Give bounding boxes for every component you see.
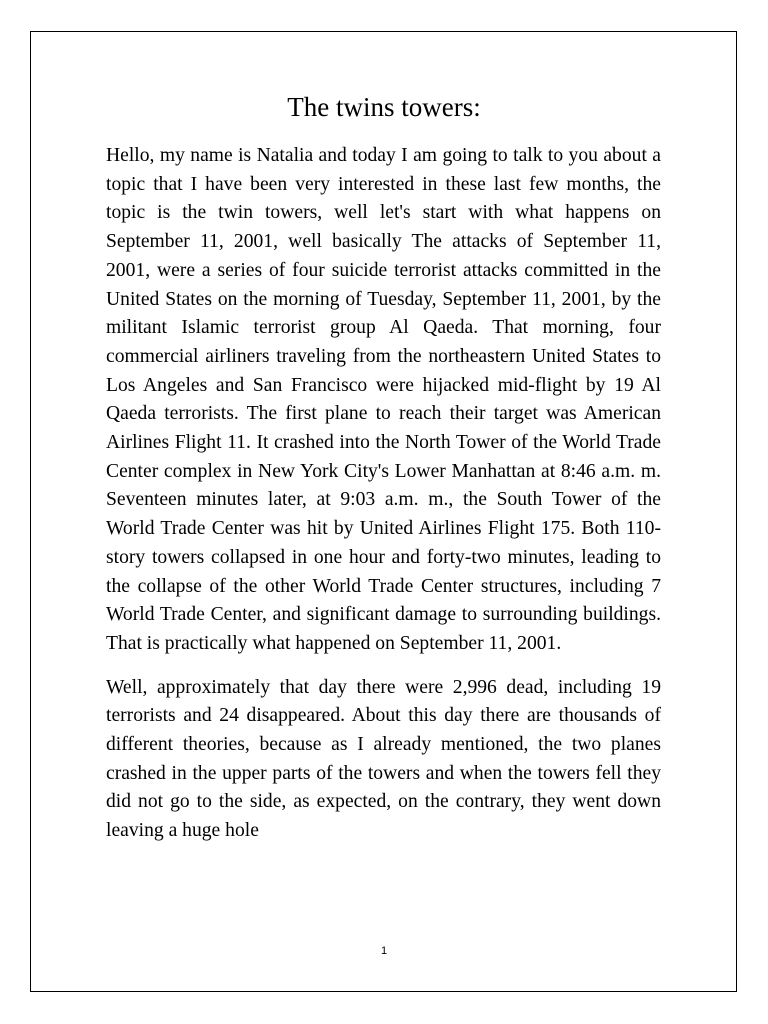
page-number: 1 [380, 945, 388, 957]
document-title: The twins towers: [287, 92, 481, 122]
paragraph-2: Well, approximately that day there were 2,996 dead, including 19 terrorists and 24 disappeared. About this day there are thousands of different theories, because as I already mentioned, the two planes crashed in the upper parts of the towers and when the towers fell they did not go to the side, as expected, on the contrary, they went down leaving a huge hole [106, 676, 661, 842]
paragraph-1: Hello, my name is Natalia and today I am going to talk to you about a topic that I have been very interested in these last few months, the topic is the twin towers, well let's start with what happens on September 11, 2001, well basically The attacks of September 11, 2001, were a series of four suicide terrorist attacks committed in the United States on the morning of Tuesday, September 11, 2001, by the militant Islamic terrorist group Al Qaeda. That morning, four commercial airliners traveling from the northeastern United States to Los Angeles and San Francisco were hijacked mid-flight by 19 Al Qaeda terrorists. The first plane to reach their target was American Airlines Flight 11. It crashed into the North Tower of the World Trade Center complex in New York City's Lower Manhattan at 8:46 a.m. m. Seventeen minutes later, at 9:03 a.m. m., the South Tower of the World Trade Center was hit by United Airlines Flight 175. Both 110-story towers collapsed in one hour and forty-two minutes, leading to the collapse of the other World Trade Center structures, including 7 World Trade Center, and significant damage to surrounding buildings. That is practically what happened on September 11, 2001. [106, 145, 661, 654]
document-body [106, 142, 661, 846]
